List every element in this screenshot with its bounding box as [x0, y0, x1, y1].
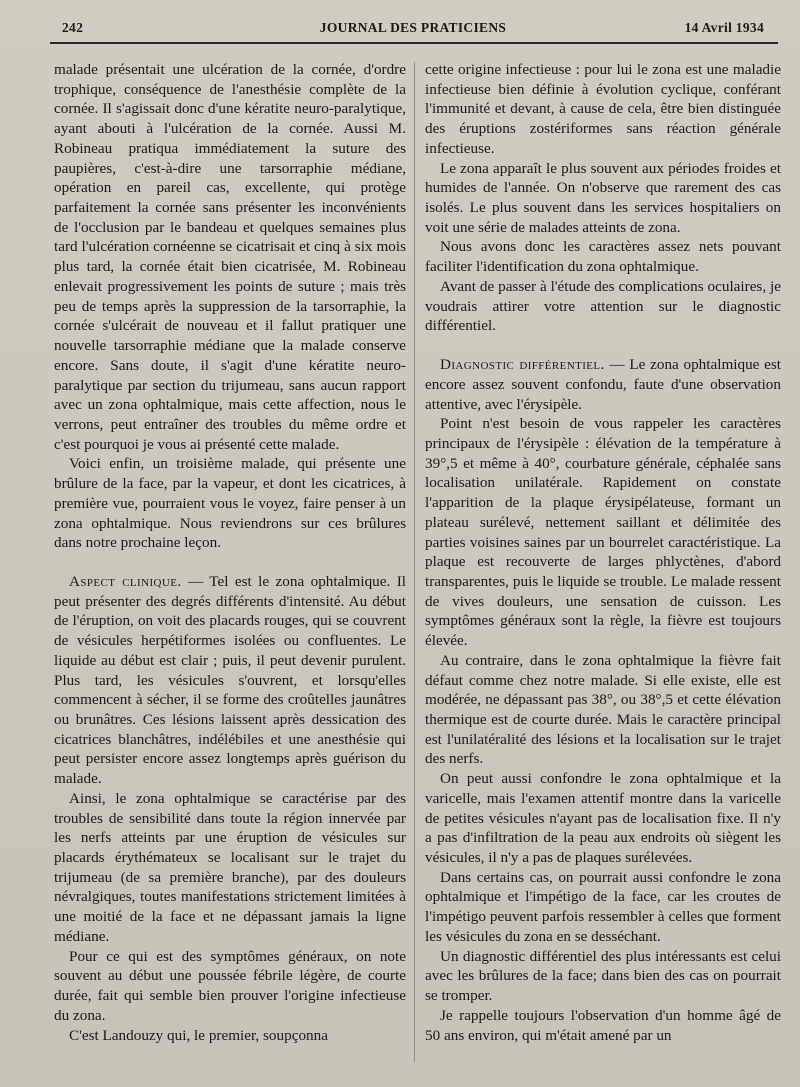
paragraph: Le zona apparaît le plus souvent aux périodes froides et humides de l'année. On n'observe que rarement des cas isolés. Le plus souvent dans les services hospitaliers on voit une série de malades atteints de zona. [425, 159, 781, 236]
section-heading: Diagnostic différentiel. [440, 356, 605, 374]
paragraph: C'est Landouzy qui, le premier, soupçonna [69, 1026, 328, 1044]
section-paragraph-diagnostic [425, 355, 781, 414]
paragraph: cette origine infectieuse : pour lui le zona est une maladie infectieuse bien définie à évolution cyclique, conférant l'immunité et devant, à cause de cela, être bien distinguée des éruptions zostériformes sans réaction générale infectieuse. [425, 61, 781, 157]
paragraph: Point n'est besoin de vous rappeler les caractères principaux de l'érysipèle : élévation de la température à 39°,5 et même à 40°, courbature générale, céphalée sans localisation unilatérale. Rapidement on constate l'apparition de la plaque érysipélateuse, formant un plateau surélevé, nettement saillant et délimitée des parties voisines saines par un bourrelet caractéristique. La plaque est recouverte de larges phlyctènes, d'abord transparentes, puis le liquide se trouble. Le malade ressent de vives douleurs, une sensation de cuisson. Les symptômes généraux sont la règle, la fièvre est toujours élevée. [425, 415, 781, 650]
paragraph: Un diagnostic différentiel des plus intéressants est celui avec les brûlures de la face; dans bien des cas on pourrait se tromper. [425, 947, 781, 1005]
section-body: — Tel est le zona ophtalmique. Il peut présenter des degrés différents d'intensité. Au début de l'éruption, on voit des placards rouges, qui se couvrent de vésicules herpétiformes isolées ou confluentes. Le liquide au début est clair ; puis, il peut devenir purulent. Plus tard, les vésicules s'ouvrent, et lorsqu'elles commencent à sécher, il se forme des croûtelles jaunâtres ou brunâtres. Ces lésions laissent après dessication des cicatrices blanchâtres, indélébiles et une anesthésie qui peut persister encore assez longtemps après guérison du malade. [54, 572, 407, 788]
paragraph: Pour ce qui est des symptômes généraux, on note souvent au début une poussée fébrile légère, de courte durée, fait qui semble bien prouver l'origine infectieuse du zona. [54, 947, 406, 1024]
column-separator [414, 62, 415, 1062]
page-number: 242 [62, 20, 84, 35]
paragraph: Au contraire, dans le zona ophtalmique la fièvre fait défaut comme chez notre malade. Si elle existe, elle est modérée, ne dépassant pas 38°, ou 38°,5 et cette élévation thermique est de courte durée. Mais le caractère principal est l'unilatéralité des lésions et la localisation sur le trajet des nerfs. [425, 651, 781, 768]
paragraph: malade présentait une ulcération de la cornée, d'ordre trophique, conséquence de l'anesthésie complète de la cornée. Il s'agissait donc d'une kératite neuro-paralytique, ayant abouti à l'ulcération de la cornée. Aussi M. Robineau pratiqua immédiatement la suture des paupières, c'est-à-dire une tarsorraphie médiane, opération en pareil cas, excellente, qui protège parfaitement la cornée sans présenter les inconvénients de l'occlusion par le bandeau et quelques semaines plus tard l'ulcération cornéenne se cicatrisait et cinq à six mois plus tard, la cornée était bien cicatrisée, M. Robineau enlevait progressivement les points de suture ; mais très peu de temps après la suppression de la tarsorraphie, la cornée s'ulcérait de nouveau et il fallut pratiquer une nouvelle tarsorraphie médiane que la malade conserve encore. Sans doute, il s'agit d'une kératite neuro-paralytique par section du trijumeau, sans aucun rapport avec un zona ophtalmique, mais cette affection, nous le verrons, peut entraîner des troubles du même ordre et c'est pourquoi je vous ai présenté cette malade. [54, 61, 406, 453]
paragraph: Dans certains cas, on pourrait aussi confondre le zona ophtalmique et l'impétigo de la face, car les croutes de l'impétigo peuvent parfois ressembler à celles que forment les vésicules du zona en se desséchant. [425, 868, 781, 945]
section-paragraph-aspect-clinique [54, 572, 406, 789]
running-header [62, 18, 764, 40]
paragraph: Ainsi, le zona ophtalmique se caractérise par des troubles de sensibilité dans toute la région innervée par les nerfs atteints par une éruption de vésicules sur placards érythémateux se localisant sur le trajet du trijumeau (de sa première branche), par des douleurs névralgiques, toutes manifestations strictement limitées à une moitié de la face et ne dépassant jamais la ligne médiane. [54, 789, 406, 945]
paragraph: Voici enfin, un troisième malade, qui présente une brûlure de la face, par la vapeur, et dont les cicatrices, à première vue, pourraient vous le voyez, faire penser à un zona ophtalmique. Nous reviendrons sur ces brûlures dans notre prochaine leçon. [54, 455, 406, 552]
paragraph: Avant de passer à l'étude des complications oculaires, je voudrais attirer votre attention sur le diagnostic différentiel. [425, 277, 781, 335]
header-rule [50, 42, 778, 44]
paragraph: Je rappelle toujours l'observation d'un homme âgé de 50 ans environ, qui m'était amené par un [425, 1006, 781, 1044]
issue-date: 14 Avril 1934 [684, 20, 764, 35]
section-heading: Aspect clinique. [69, 572, 182, 590]
section-body: — Le zona ophtalmique est encore assez souvent confondu, faute d'une observation attentive, avec l'érysipèle. [425, 356, 781, 413]
paragraph: On peut aussi confondre le zona ophtalmique et la varicelle, mais l'examen attentif montre dans la varicelle de petites vésicules n'ayant pas de localisation fixe. Il n'y a pas d'infiltration de la peau aux endroits où siègent les vésicules, il n'y a pas de plaques surélevées. [425, 770, 781, 867]
paragraph: Nous avons donc les caractères assez nets pouvant faciliter l'identification du zona ophtalmique. [425, 238, 781, 276]
right-column [425, 60, 781, 1045]
journal-title: JOURNAL DES PRATICIENS [319, 20, 507, 35]
left-column [54, 60, 406, 1045]
